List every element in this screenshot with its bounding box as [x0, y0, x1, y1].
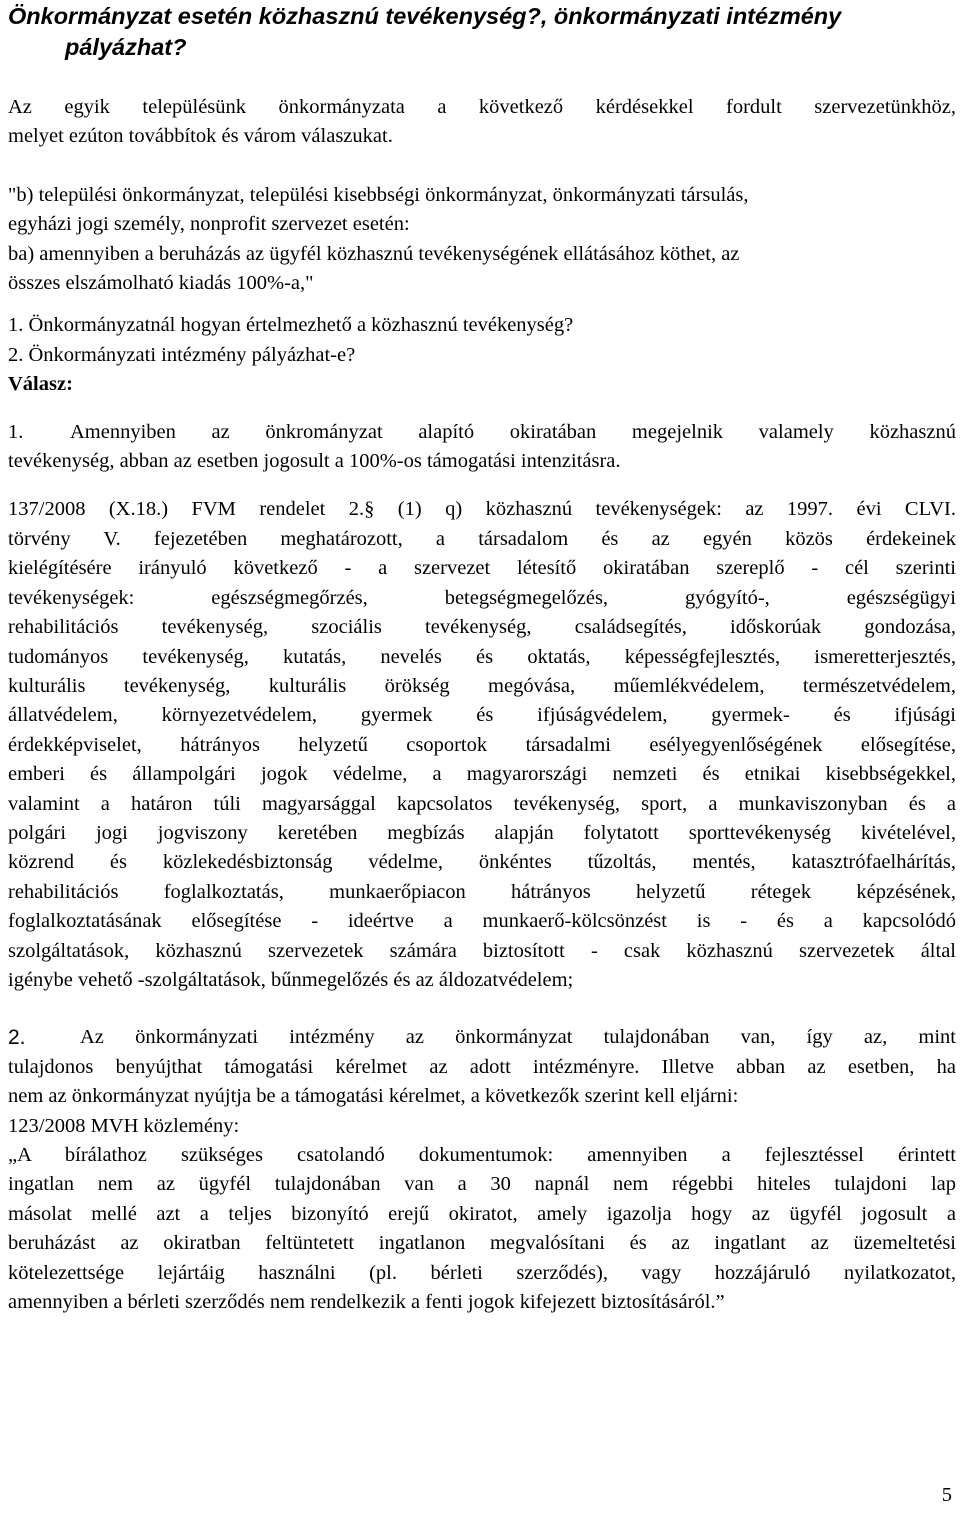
- answer-1-line-1: [8, 418, 956, 447]
- reg-line: törvény V. fejezetében meghatározott, a társadalom és az egyén közös érdekeinek: [8, 527, 956, 550]
- quote-line-1: "b) települési önkormányzat, települési kisebbségi önkormányzat, önkormányzati társulás,: [8, 183, 749, 206]
- answer-1-intro: [8, 418, 956, 477]
- answer-2: [8, 1023, 956, 1317]
- reg-line: igénybe vehető -szolgáltatások, bűnmegelőzés és az áldozatvédelem;: [8, 968, 574, 991]
- intro-line-1: Az egyik településünk önkormányzata a következő kérdésekkel fordult szervezetünkhöz,: [8, 96, 956, 118]
- answer-2-line: beruházást az okiratban feltüntetett ingatlanon megvalósítani és az ingatlant az üzemeltetési: [8, 1232, 956, 1255]
- quote-line-4: összes elszámolható kiadás 100%-a,": [8, 272, 314, 295]
- answer-2-line-1: [8, 1023, 956, 1052]
- reg-line: érdekképviselet, hátrányos helyzetű csoportok társadalmi esélyegyenlőségének elősegítése,: [8, 733, 956, 756]
- answer-2-line: kötelezettsége lejártáig használni (pl. bérleti szerződés), vagy hozzájáruló nyilatkozatot,: [8, 1261, 956, 1284]
- answer-2-number: 2.: [8, 1026, 26, 1050]
- answer-1-regulation: [8, 495, 956, 995]
- questions-block: [8, 311, 956, 399]
- answer-2-line: nem az önkormányzat nyújtja be a támogatási kérelmet, a következők szerint kell eljárni:: [8, 1085, 739, 1108]
- reg-line: közrend és közlekedésbiztonság védelme, önkéntes tűzoltás, mentés, katasztrófaelhárítás,: [8, 851, 956, 874]
- answer-2-line: amennyiben a bérleti szerződés nem rendelkezik a fenti jogok kifejezett biztosításáról.”: [8, 1291, 725, 1314]
- quote-line-3: ba) amennyiben a beruházás az ügyfél közhasznú tevékenységének ellátásához köthet, az: [8, 242, 740, 265]
- answer-2-line: másolat mellé azt a teljes bizonyító erejű okiratot, amely igazolja hogy az ügyfél jogosult a: [8, 1202, 956, 1225]
- reg-line: kulturális tevékenység, kulturális örökség megóvása, műemlékvédelem, természetvédelem,: [8, 674, 956, 697]
- answer-1-text: Amennyiben az önkrományzat alapító okiratában megejelnik valamely közhasznú: [70, 420, 956, 443]
- question-1: 1. Önkormányzatnál hogyan értelmezhető a közhasznú tevékenység?: [8, 314, 574, 337]
- reg-line: rehabilitációs tevékenység, szociális tevékenység, családsegítés, időskorúak gondozása,: [8, 616, 956, 639]
- reg-line: állatvédelem, környezetvédelem, gyermek és ifjúságvédelem, gyermek- és ifjúsági: [8, 704, 956, 727]
- reg-line: rehabilitációs foglalkoztatás, munkaerőpiacon hátrányos helyzetű rétegek képzésének,: [8, 880, 956, 903]
- reg-line: emberi és állampolgári jogok védelme, a magyarországi nemzeti és etnikai kisebbségekkel,: [8, 763, 956, 786]
- reg-line: tevékenységek: egészségmegőrzés, betegségmegelőzés, gyógyító-, egészségügyi: [8, 586, 956, 609]
- reg-line: kielégítésére irányuló következő - a szervezet létesítő okiratában szereplő - cél szerinti: [8, 557, 956, 580]
- answer-2-line: 123/2008 MVH közlemény:: [8, 1114, 240, 1137]
- answer-2-line: tulajdonos benyújthat támogatási kérelmet az adott intézményre. Illetve abban az esetben, ha: [8, 1055, 956, 1078]
- page-number: 5: [941, 1484, 952, 1506]
- answer-2-line: „A bírálathoz szükséges csatolandó dokumentumok: amennyiben a fejlesztéssel érintett: [8, 1144, 956, 1166]
- answer-label: Válasz:: [8, 373, 73, 396]
- quoted-regulation: [8, 181, 956, 299]
- question-2: 2. Önkormányzati intézmény pályázhat-e?: [8, 343, 356, 366]
- reg-line: 137/2008 (X.18.) FVM rendelet 2.§ (1) q) közhasznú tevékenységek: az 1997. évi CLVI.: [8, 498, 956, 521]
- reg-line: tudományos tevékenység, kutatás, nevelés és oktatás, képességfejlesztés, ismeretterjesztés,: [8, 645, 956, 668]
- title-line-1: Önkormányzat esetén közhasznú tevékenység?, önkormányzati intézmény: [8, 3, 842, 29]
- answer-2-text: Az önkormányzati intézmény az önkormányzat tulajdonában van, így az, mint: [80, 1026, 956, 1049]
- document-title: [8, 0, 956, 63]
- reg-line: polgári jogi jogviszony keretében megbízás alapján folytatott sporttevékenység kivételével,: [8, 821, 956, 844]
- answer-1-line-2: tevékenység, abban az esetben jogosult a 100%-os támogatási intenzitásra.: [8, 450, 621, 473]
- answer-2-line: ingatlan nem az ügyfél tulajdonában van a 30 napnál nem régebbi hiteles tulajdoni lap: [8, 1173, 956, 1196]
- answer-1-number: 1.: [8, 420, 24, 443]
- reg-line: foglalkoztatásának elősegítése - ideértve a munkaerő-kölcsönzést is - és a kapcsolódó: [8, 910, 956, 933]
- quote-line-2: egyházi jogi személy, nonprofit szervezet esetén:: [8, 213, 410, 236]
- reg-line: szolgáltatások, közhasznú szervezetek számára biztosított - csak közhasznú szervezetek által: [8, 939, 956, 962]
- intro-paragraph: [8, 93, 956, 152]
- intro-line-2: melyet ezúton továbbítok és várom válaszukat.: [8, 125, 393, 148]
- reg-line: valamint a határon túli magyarsággal kapcsolatos tevékenység, sport, a munkaviszonyban és a: [8, 792, 956, 815]
- document-page: [8, 0, 956, 1317]
- title-line-2: pályázhat?: [65, 34, 187, 60]
